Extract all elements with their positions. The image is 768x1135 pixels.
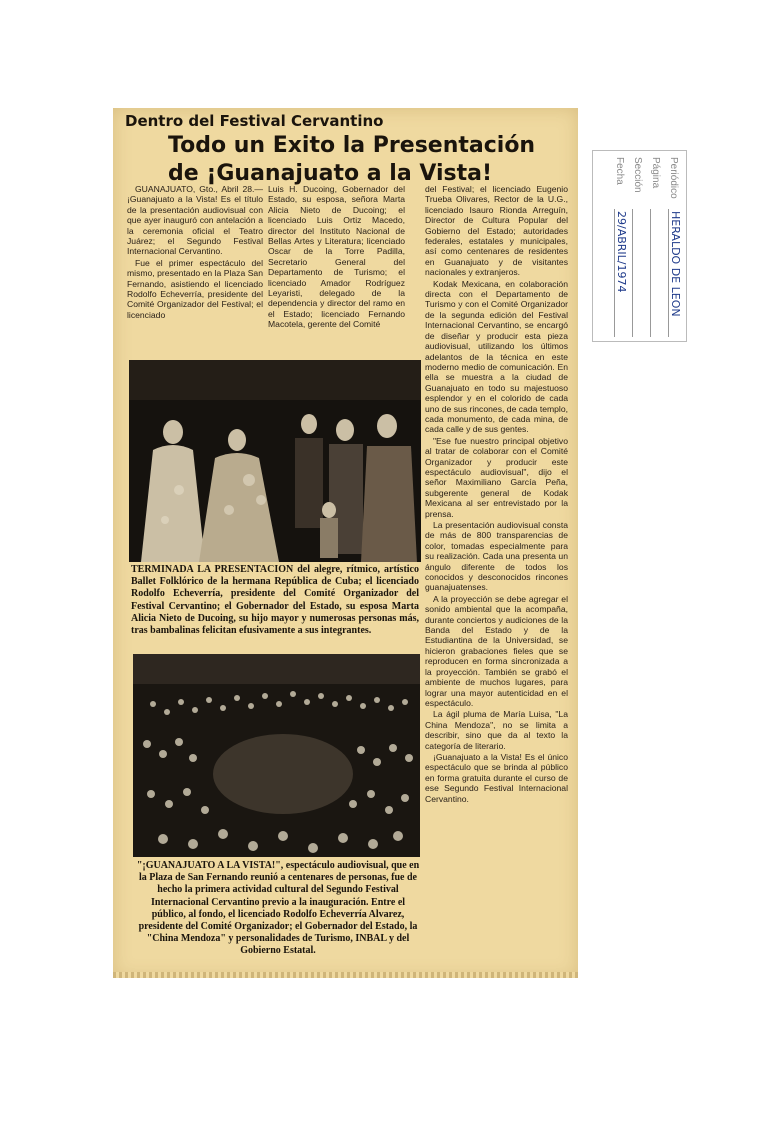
article-paragraph: GUANAJUATO, Gto., Abril 28.— ¡Guanajuato a la Vista! Es el título de la presentación audiovisual con que ayer inauguró con antelación a la ceremonia oficial el Teatro Juárez; el Segundo Festival Internacional Cervantino. — [127, 184, 263, 257]
stamp-label-pagina: Página — [650, 157, 661, 189]
stamp-label-fecha: Fecha — [614, 157, 625, 185]
stamp-value-pagina — [650, 209, 651, 337]
photo-caption-1: TERMINADA LA PRESENTACION del alegre, rítmico, artístico Ballet Folklórico de la hermana República de Cuba; el licenciado Rodolfo Echeverría, presidente del Comité Organizador del Festival Cervantino; el Gobernador del Estado, su esposa Marta Alicia Nieto de Ducoing, su hijo mayor y numerosas personas más, tras bambalinas felicitan efusivamente a sus integrantes. — [131, 564, 419, 637]
article-paragraph: La presentación audiovisual consta de más de 800 transparencias de color, tomadas especialmente para su realización. Cada una presenta un ángulo diferente de todos los conocidos y desconocidos rincones guanajuatenses. — [425, 520, 568, 593]
stamp-row-pagina — [650, 157, 668, 341]
kicker-headline: Dentro del Festival Cervantino — [125, 112, 384, 130]
photo-ballet-folklorico — [129, 360, 421, 562]
photo-caption-2: "¡GUANAJUATO A LA VISTA!", espectáculo audiovisual, que en la Plaza de San Fernando reunió a centenares de personas, fue de hecho la primera actividad cultural del Segundo Festival Internacional Cervantino previo a la inauguración. Entre el público, al fondo, el licenciado Rodolfo Echeverría Alvarez, presidente del Comité Organizador; el Gobernador del Estado, la "China Mendoza" y personalidades de Turismo, INBAL y del Gobierno Estatal. — [136, 860, 420, 957]
archive-stamp-fields — [593, 151, 686, 341]
article-paragraph: Kodak Mexicana, en colaboración directa con el Departamento de Turismo y con el Comité Organizador de la segunda edición del Festival Internacional Cervantino, se encargó de diseñar y producir esta pieza audiovisual, utilizando los últimos adelantos de la técnica en este moderno medio de comunicación. En ella se muestra a la ciudad de Guanajuato en todo su majestuoso esplendor y en el colorido de cada uno de sus rincones, de cada templo, cada monumento, de cada mina, de cada calle y de sus gentes. — [425, 278, 568, 435]
stamp-row-fecha — [614, 157, 632, 341]
article-column-1 — [127, 184, 263, 364]
article-column-3 — [425, 184, 568, 964]
newspaper-clipping — [113, 108, 578, 978]
main-headline: Todo un Exito la Presentación de ¡Guanajuato a la Vista! — [168, 133, 536, 186]
stamp-label-periodico: Periódico — [668, 157, 679, 199]
stamp-row-periodico — [668, 157, 686, 341]
archive-stamp — [592, 150, 687, 342]
article-paragraph: Luis H. Ducoing, Gobernador del Estado, su esposa, señora Marta Alicia Nieto de Ducoing; el licenciado Luis Ortiz Macedo, director del Instituto Nacional de Bellas Artes y Literatura; licenciado Oscar de la Torre Padilla, Secretario General del Departamento de Turismo; el licenciado Amador Rodríguez Leyaristi, delegado de la dependencia y director del ramo en el Estado; licenciado Fernando Macotela, gerente del Comité — [268, 184, 405, 330]
stamp-value-fecha: 29/ABRIL/1974 — [614, 209, 628, 337]
photo-ballet-folklorico-image — [129, 360, 421, 562]
article-paragraph: "Ese fue nuestro principal objetivo al tratar de colaborar con el Comité Organizador y producir este espectáculo audiovisual", dijo el señor Maximiliano García Peña, subgerente general de Kodak Mexicana al ser entrevistado por la prensa. — [425, 435, 568, 519]
article-paragraph: Fue el primer espectáculo del mismo, presentado en la Plaza San Fernando, asistiendo el licenciado Rodolfo Echeverría, presidente del Comité Organizador del Festival; el licenciado — [127, 257, 263, 320]
article-paragraph: del Festival; el licenciado Eugenio Trueba Olivares, Rector de la U.G., licenciado Isauro Rionda Arreguín, Director de Cultura Popular del Gobierno del Estado; autoridades federales, estatales y municipales, así como centenares de residentes en Guanajuato y de visitantes nacionales y extranjeros. — [425, 184, 568, 278]
stamp-value-seccion — [632, 209, 633, 337]
stamp-label-seccion: Sección — [632, 157, 643, 193]
stamp-row-seccion — [632, 157, 650, 341]
stamp-value-periodico: HERALDO DE LEON — [668, 209, 682, 337]
article-paragraph: A la proyección se debe agregar el sonido ambiental que la acompaña, durante conciertos y audiciones de la Banda del Estado y de la Estudiantina de la Universidad, se hicieron grabaciones fieles que se reproducen en forma sincronizada a la proyección. También se grabó el ambiente de muchos lugares, para lograr una mayor autenticidad en el espectáculo. — [425, 593, 568, 708]
article-paragraph: La ágil pluma de María Luisa, "La China Mendoza", no se limita a describir, sino que da al texto la categoría de literario. — [425, 709, 568, 751]
photo-plaza-crowd — [133, 654, 420, 857]
article-column-2 — [268, 184, 405, 364]
article-paragraph: ¡Guanajuato a la Vista! Es el único espectáculo que se brinda al público en forma gratuita durante el curso de ese Segundo Festival Internacional Cervantino. — [425, 751, 568, 804]
photo-plaza-crowd-image — [133, 654, 420, 857]
torn-edge — [113, 972, 578, 978]
